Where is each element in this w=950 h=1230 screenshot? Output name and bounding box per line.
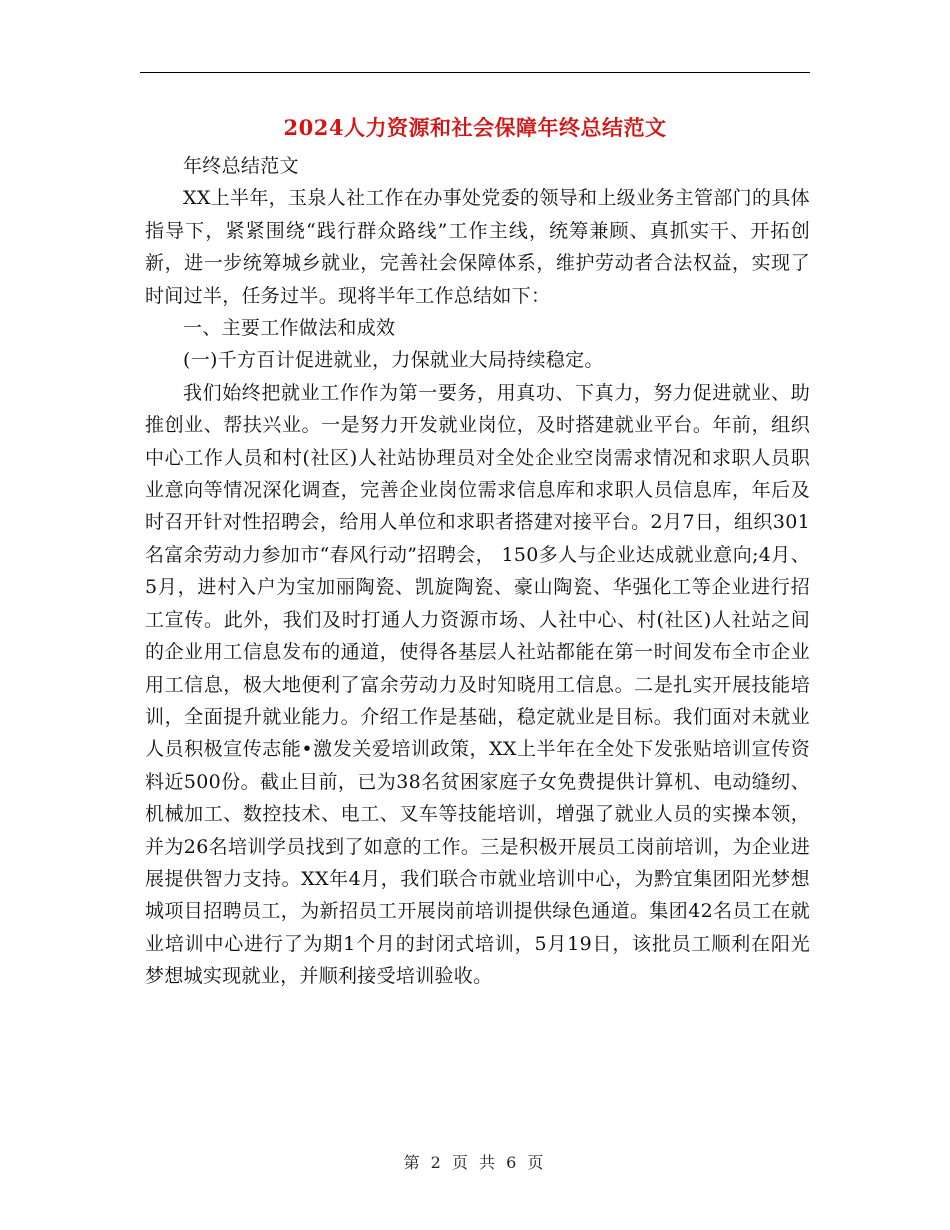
- page-number-footer: 第 2 页 共 6 页: [403, 1153, 547, 1172]
- paragraph-employment: 我们始终把就业工作作为第一要务，用真功、下真力，努力促进就业、助推创业、帮扶兴业。一是努力开发就业岗位，及时搭建就业平台。年前，组织中心工作人员和村(社区)人社站协理员对全处企业空岗需求情况和求职人员职业意向等情况深化调查，完善企业岗位需求信息库和求职人员信息库，年后及时召开针对性招聘会，给用人单位和求职者搭建对接平台。2月7日，组织301名富余劳动力参加市“春风行动”招聘会， 150多人与企业达成就业意向;4月、5月，进村入户为宝加丽陶瓷、凯旋陶瓷、豪山陶瓷、华强化工等企业进行招工宣传。此外，我们及时打通人力资源市场、人社中心、村(社区)人社站之间的企业用工信息发布的通道，使得各基层人社站都能在第一时间发布全市企业用工信息，极大地便利了富余劳动力及时知晓用工信息。二是扎实开展技能培训，全面提升就业能力。介绍工作是基础，稳定就业是目标。我们面对未就业人员积极宣传志能•激发关爱培训政策，XX上半年在全处下发张贴培训宣传资料近500份。截止目前，已为38名贫困家庭子女免费提供计算机、电动缝纫、机械加工、数控技术、电工、叉车等技能培训，增强了就业人员的实操本领，并为26名培训学员找到了如意的工作。三是积极开展员工岗前培训，为企业进展提供智力支持。XX年4月，我们联合市就业培训中心，为黔宜集团阳光梦想城项目招聘员工，为新招员工开展岗前培训提供绿色通道。集团42名员工在就业培训中心进行了为期1个月的封闭式培训，5月19日，该批员工顺利在阳光梦想城实现就业，并顺利接受培训验收。: [145, 381, 810, 988]
- paragraph-subtitle: 年终总结范文: [183, 155, 299, 177]
- subsection-heading: (一)千方百计促进就业，力保就业大局持续稳定。: [183, 349, 604, 372]
- section-heading: 一、主要工作做法和成效: [183, 317, 396, 340]
- document-body: [145, 150, 810, 993]
- paragraph-intro: XX上半年，玉泉人社工作在办事处党委的领导和上级业务主管部门的具体指导下，紧紧围绕“践行群众路线”工作主线，统筹兼顾、真抓实干、开拓创新，进一步统筹城乡就业，完善社会保障体系，维护劳动者合法权益，实现了时间过半，任务过半。现将半年工作总结如下：: [145, 187, 810, 307]
- document-title: 2024人力资源和社会保障年终总结范文: [283, 115, 667, 140]
- header-rule: [140, 72, 810, 73]
